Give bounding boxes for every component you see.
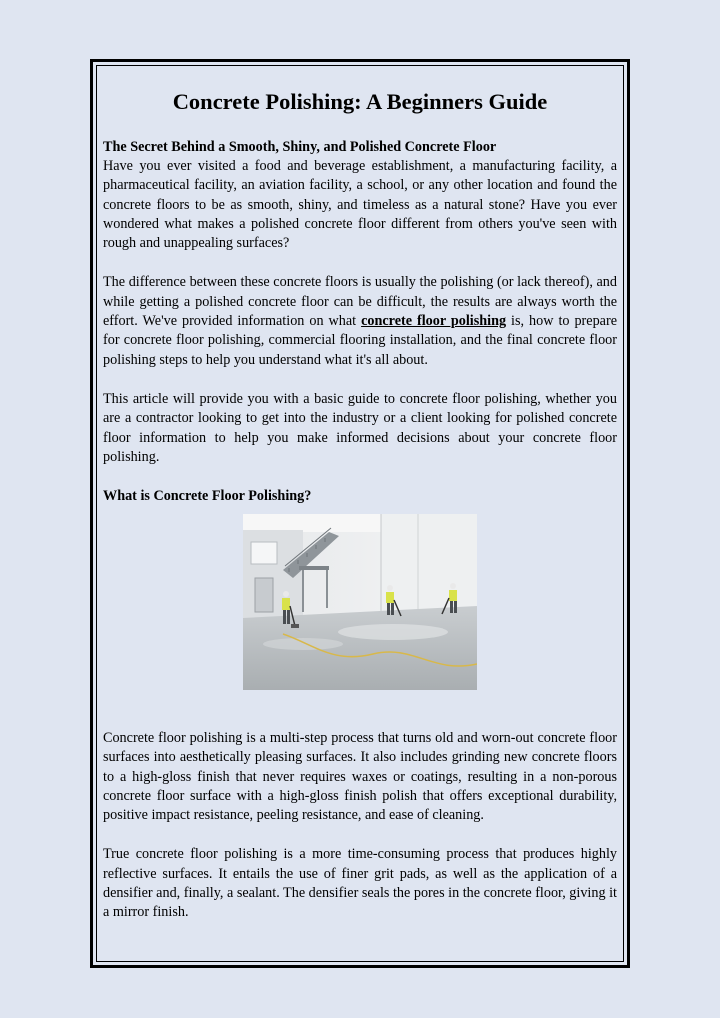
intro-paragraph-2 xyxy=(103,273,617,369)
section-heading: What is Concrete Floor Polishing? xyxy=(103,488,312,505)
intro-heading: The Secret Behind a Smooth, Shiny, and Polished Concrete Floor xyxy=(103,139,497,155)
intro-paragraph-2-start: The difference between these concrete floors is usually the polishing (or lack thereof), and while getting a polished concrete floor can be difficult, the results are always worth the effort. We've provided information on what xyxy=(103,274,617,330)
section-body xyxy=(103,729,617,943)
intro-paragraph-1: Have you ever visited a food and beverage establishment, a manufacturing facility, a pharmaceutical facility, an aviation facility, a school, or any other location and found the concrete floors to be as smooth, shiny, and timeless as a natural stone? Have you ever wondered what makes a polished concrete floor different from others you've seen with rough and unappealing surfaces? xyxy=(103,158,617,252)
section-paragraph-2: True concrete floor polishing is a more time-consuming process that produces highly reflective surfaces. It entails the use of finer grit pads, as well as the application of a densifier and, finally, a sealant. The densifier seals the pores in the concrete floor, giving it a mirror finish. xyxy=(103,846,617,921)
intro-paragraph-3: This article will provide you with a basic guide to concrete floor polishing, whether you are a contractor looking to get into the industry or a client looking for polished concrete floor information to help you make informed decisions about your concrete floor polishing. xyxy=(103,390,617,465)
warehouse-floor-photo xyxy=(243,514,477,690)
concrete-floor-polishing-link[interactable]: concrete floor polishing xyxy=(361,313,507,330)
document-body xyxy=(103,86,617,506)
page-title: Concrete Polishing: A Beginners Guide xyxy=(172,89,548,114)
section-paragraph-1: Concrete floor polishing is a multi-step process that turns old and worn-out concrete floor surfaces into aesthetically pleasing surfaces. It also includes grinding new concrete floors to a high-gloss finish that never requires waxes or coatings, resulting in a non-porous concrete floor surface with a high-gloss finish polish that offers exceptional durability, positive impact resistance, peeling resistance, and ease of cleaning. xyxy=(103,730,617,824)
intro-paragraph-2-end: is, how to prepare for concrete floor polishing, commercial flooring installation, and the final concrete floor polishing steps to help you understand what it's all about. xyxy=(103,313,617,368)
